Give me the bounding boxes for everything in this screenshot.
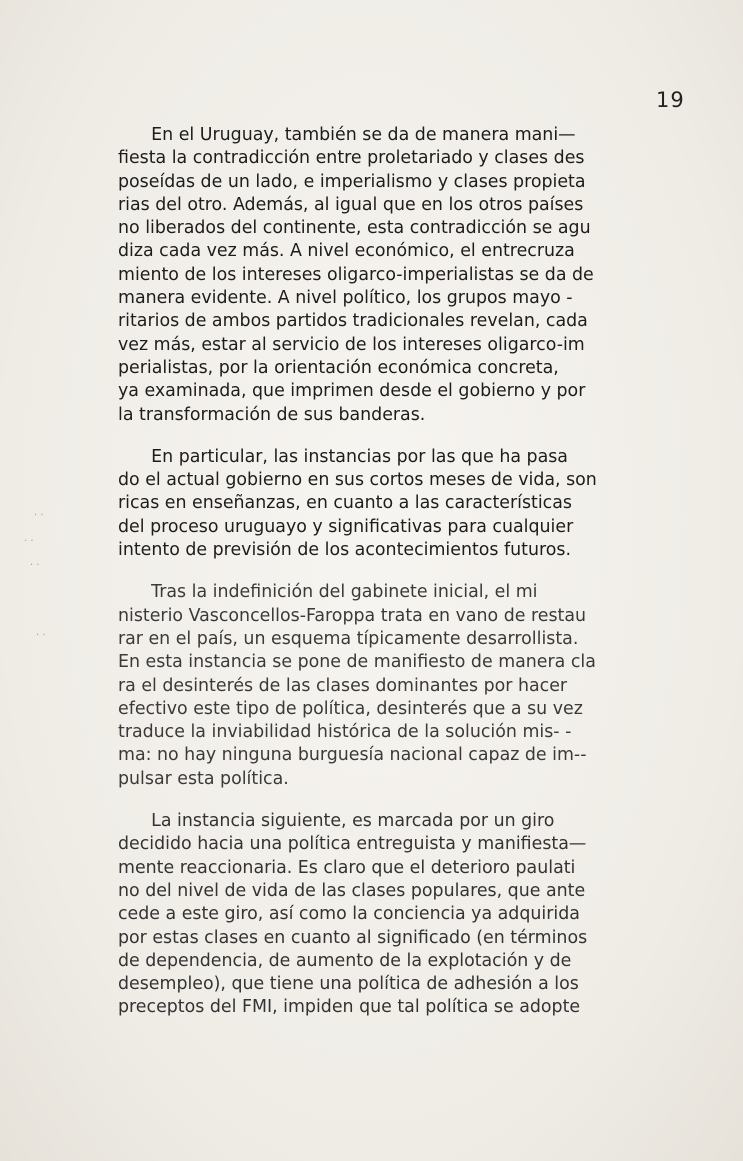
- text-line: En esta instancia se pone de manifiesto de manera cla: [118, 652, 596, 673]
- paragraph-4: [118, 810, 698, 1020]
- text-line: ra el desinterés de las clases dominantes por hacer: [118, 675, 568, 696]
- text-line: Tras la indefinición del gabinete inicial, el mi: [118, 582, 538, 603]
- text-line: decidido hacia una política entreguista y manifiesta—: [118, 834, 587, 855]
- text-line: ritarios de ambos partidos tradicionales revelan, cada: [118, 311, 588, 332]
- text-line: En el Uruguay, también se da de manera mani—: [118, 125, 576, 145]
- paragraph-1: [118, 124, 698, 427]
- text-line: no del nivel de vida de las clases populares, que ante: [118, 880, 586, 901]
- text-line: manera evidente. A nivel político, los grupos mayo -: [118, 288, 573, 309]
- margin-smudge: · ·: [24, 536, 34, 547]
- text-line: efectivo este tipo de política, desinterés que a su vez: [118, 698, 583, 719]
- text-line: En particular, las instancias por las que ha pasa: [118, 446, 568, 467]
- text-line: nisterio Vasconcellos-Faroppa trata en vano de restau: [118, 605, 587, 626]
- text-line: por estas clases en cuanto al significado (en términos: [118, 927, 588, 948]
- margin-smudge: · ·: [36, 630, 46, 641]
- text-line: rias del otro. Además, al igual que en los otros países: [118, 194, 584, 215]
- text-line: rar en el país, un esquema típicamente desarrollista.: [118, 628, 579, 649]
- text-line: mente reaccionaria. Es claro que el deterioro paulati: [118, 857, 576, 878]
- text-line: del proceso uruguayo y significativas para cualquier: [118, 516, 574, 537]
- margin-smudge: · ·: [34, 510, 44, 521]
- paragraph-3: [118, 581, 698, 791]
- text-line: do el actual gobierno en sus cortos meses de vida, son: [118, 470, 597, 491]
- page-number: 19: [656, 88, 685, 112]
- margin-smudge: · ·: [30, 560, 40, 571]
- text-line: de dependencia, de aumento de la explotación y de: [118, 950, 572, 971]
- paragraph-2: [118, 446, 698, 562]
- text-line: desempleo), que tiene una política de adhesión a los: [118, 974, 579, 995]
- margin-artifacts: [0, 0, 120, 1161]
- text-line: pulsar esta política.: [118, 768, 289, 789]
- text-line: miento de los intereses oligarco-imperialistas se da de: [118, 264, 594, 285]
- text-line: La instancia siguiente, es marcada por un giro: [118, 811, 555, 832]
- text-line: ma: no hay ninguna burguesía nacional capaz de im--: [118, 745, 587, 766]
- text-line: poseídas de un lado, e imperialismo y clases propieta: [118, 171, 586, 192]
- text-line: diza cada vez más. A nivel económico, el entrecruza: [118, 241, 575, 262]
- text-line: ricas en enseñanzas, en cuanto a las características: [118, 493, 572, 514]
- text-line: cede a este giro, así como la conciencia ya adquirida: [118, 904, 580, 925]
- text-line: no liberados del continente, esta contradicción se agu: [118, 218, 591, 239]
- text-line: intento de previsión de los acontecimientos futuros.: [118, 540, 571, 561]
- text-line: ya examinada, que imprimen desde el gobierno y por: [118, 381, 586, 402]
- text-line: fiesta la contradicción entre proletariado y clases des: [118, 148, 585, 169]
- text-line: la transformación de sus banderas.: [118, 404, 426, 425]
- text-line: preceptos del FMI, impiden que tal política se adopte: [118, 997, 581, 1018]
- text-line: traduce la inviabilidad histórica de la solución mis- -: [118, 722, 572, 743]
- text-line: perialistas, por la orientación económica concreta,: [118, 357, 559, 378]
- text-line: vez más, estar al servicio de los intereses oligarco-im: [118, 334, 585, 355]
- body-text: [118, 124, 698, 1039]
